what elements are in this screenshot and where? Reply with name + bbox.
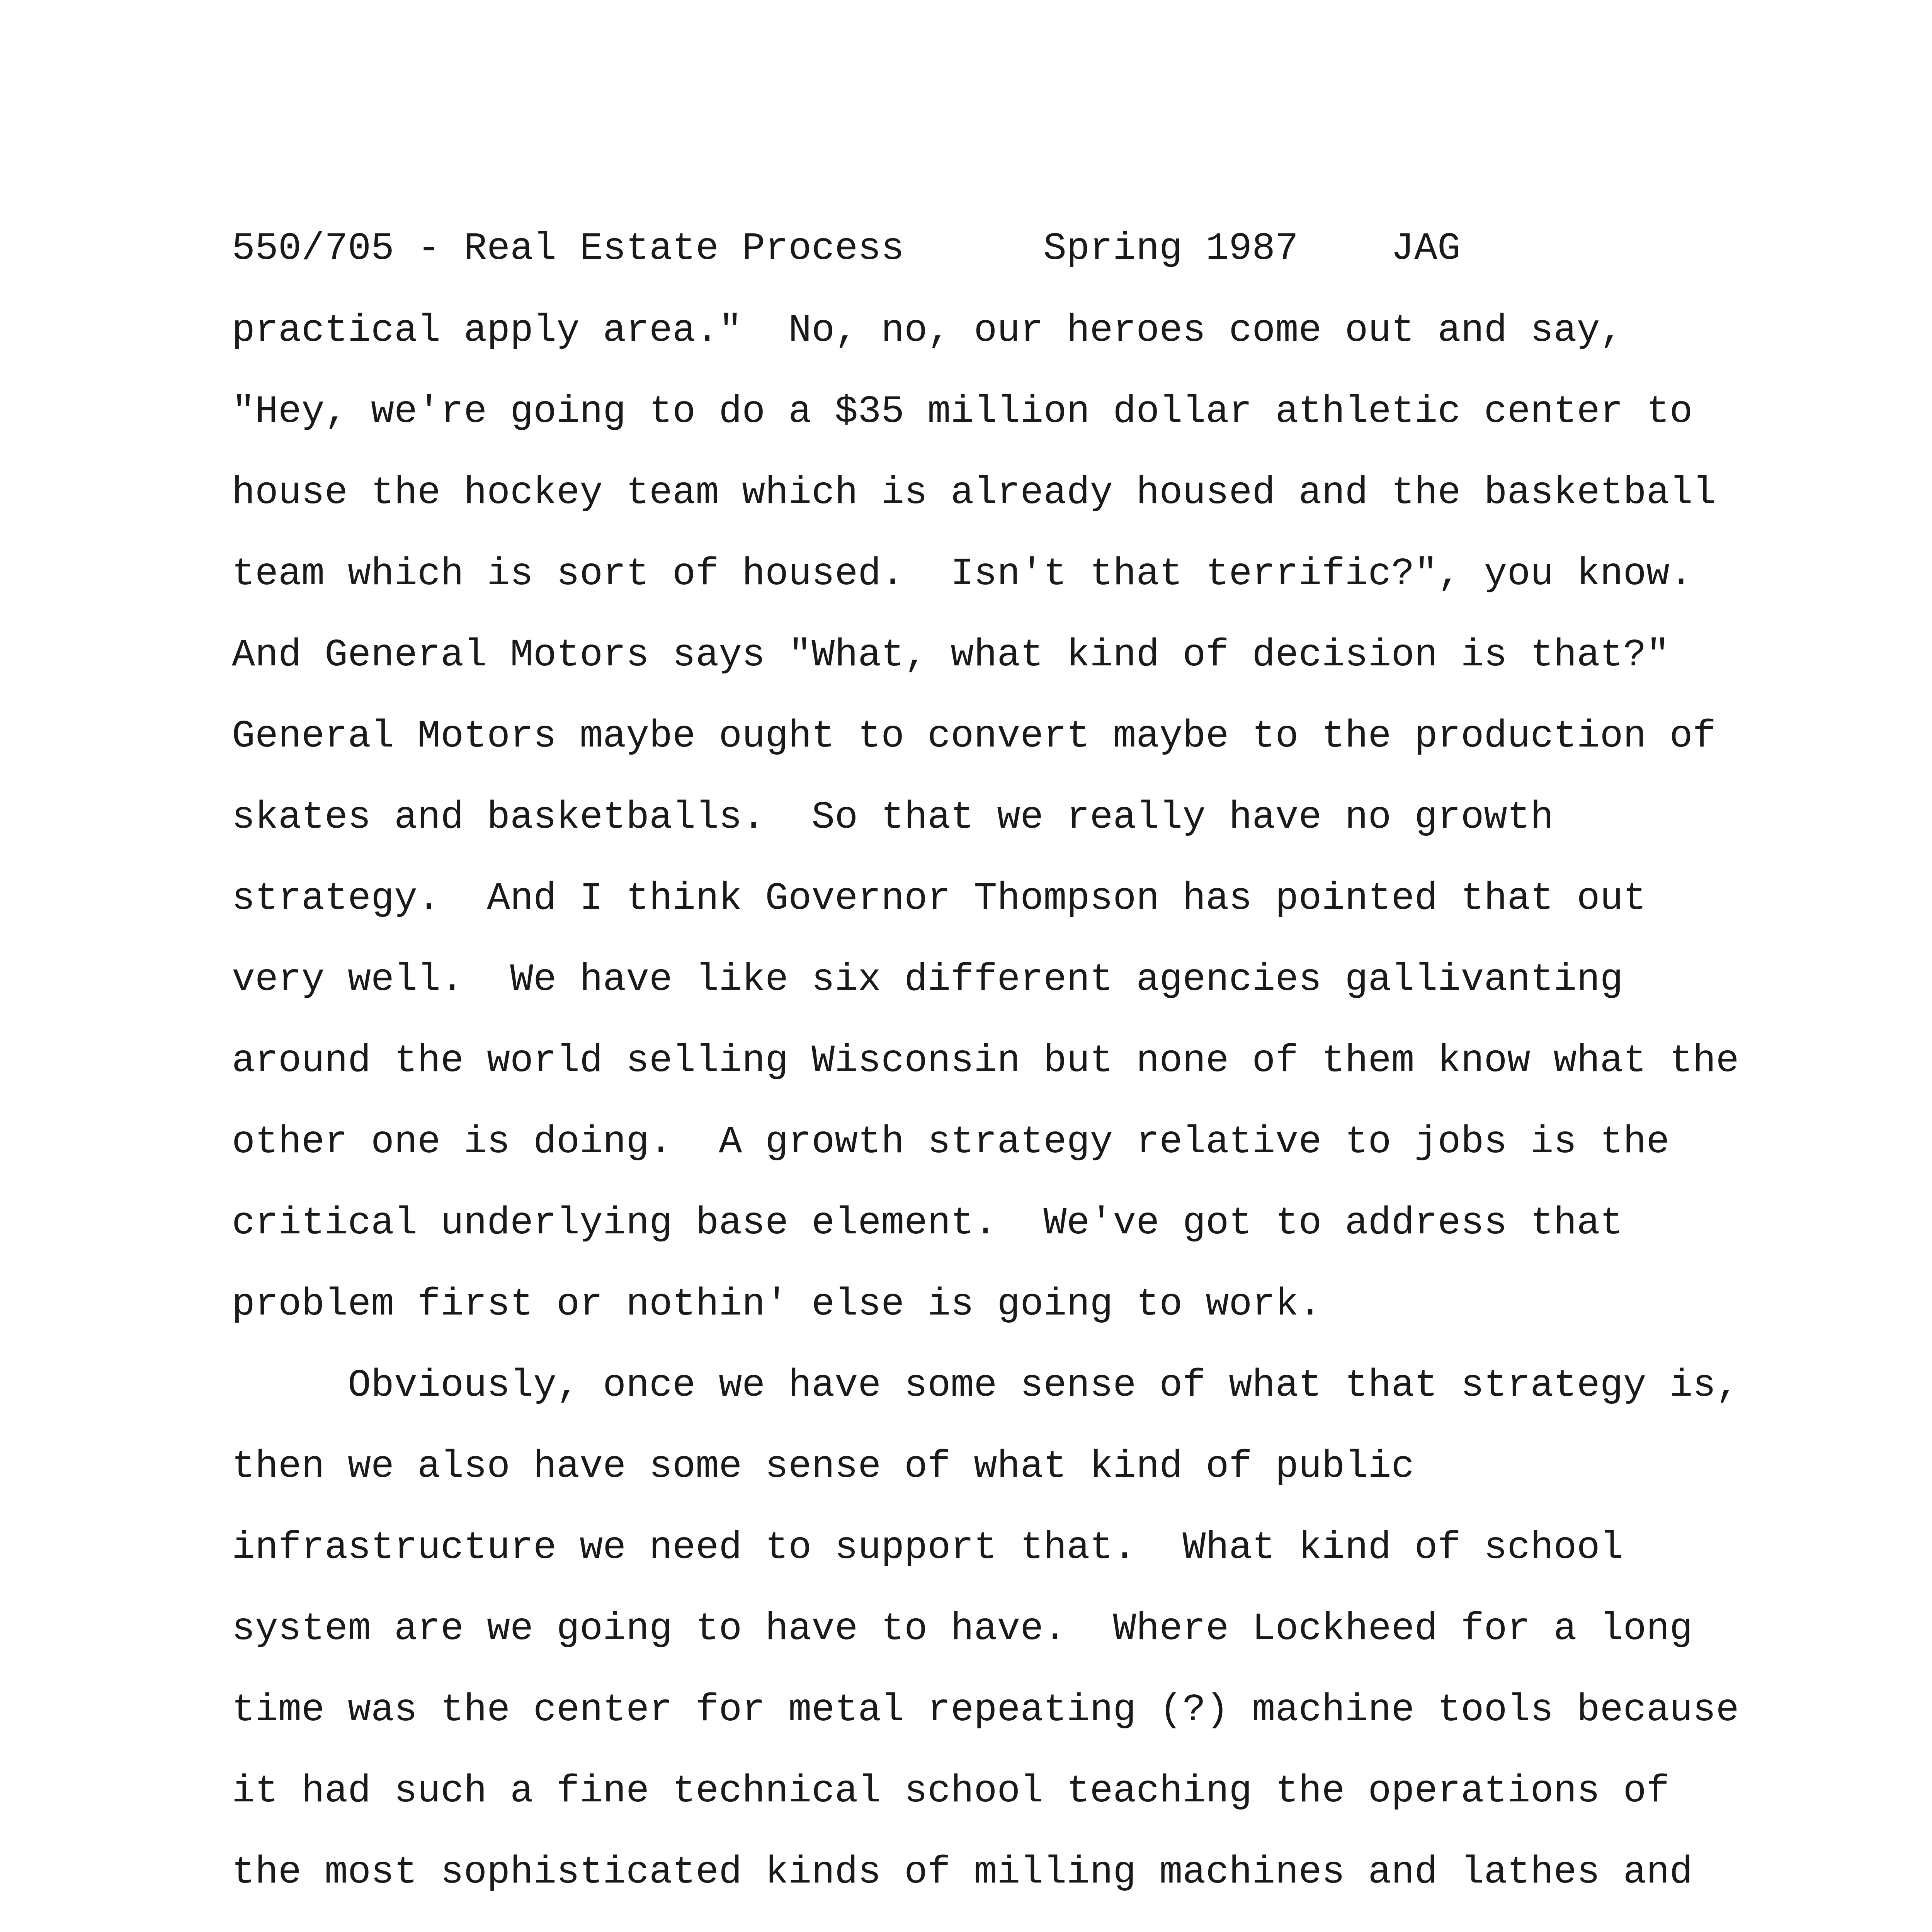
text-line: critical underlying base element. We've got to address that — [232, 1202, 1623, 1245]
text-line: the most sophisticated kinds of milling machines and lathes and — [232, 1851, 1693, 1895]
text-line: problem first or nothin' else is going to work. — [232, 1283, 1322, 1327]
text-line: infrastructure we need to support that. What kind of school — [232, 1526, 1623, 1570]
text-line: other one is doing. A growth strategy relative to jobs is the — [232, 1121, 1670, 1164]
text-line: system are we going to have to have. Where Lockheed for a long — [232, 1607, 1693, 1651]
header-term: Spring 1987 — [1043, 227, 1299, 271]
text-line: time was the center for metal repeating (?) machine tools because — [232, 1689, 1739, 1732]
text-line: around the world selling Wisconsin but none of them know what the — [232, 1039, 1739, 1083]
header-course-title: 550/705 - Real Estate Process — [232, 227, 905, 271]
text-line: it had such a fine technical school teaching the operations of — [232, 1770, 1670, 1813]
text-line: then we also have some sense of what kind of public — [232, 1445, 1415, 1489]
text-line: skates and basketballs. So that we really have no growth — [232, 796, 1554, 840]
text-line: Obviously, once we have some sense of what that strategy is, — [232, 1364, 1739, 1408]
text-line: practical apply area." No, no, our heroes come out and say, — [232, 309, 1623, 353]
header-initials: JAG — [1391, 227, 1461, 271]
text-line: And General Motors says "What, what kind of decision is that?" — [232, 634, 1670, 677]
text-line: strategy. And I think Governor Thompson has pointed that out — [232, 877, 1646, 921]
text-line: house the hockey team which is already housed and the basketball — [232, 471, 1716, 515]
text-line: very well. We have like six different agencies gallivanting — [232, 958, 1623, 1002]
text-line: General Motors maybe ought to convert maybe to the production of — [232, 715, 1716, 759]
text-line: "Hey, we're going to do a $35 million dollar athletic center to — [232, 390, 1693, 434]
text-line: team which is sort of housed. Isn't that terrific?", you know. — [232, 553, 1693, 596]
